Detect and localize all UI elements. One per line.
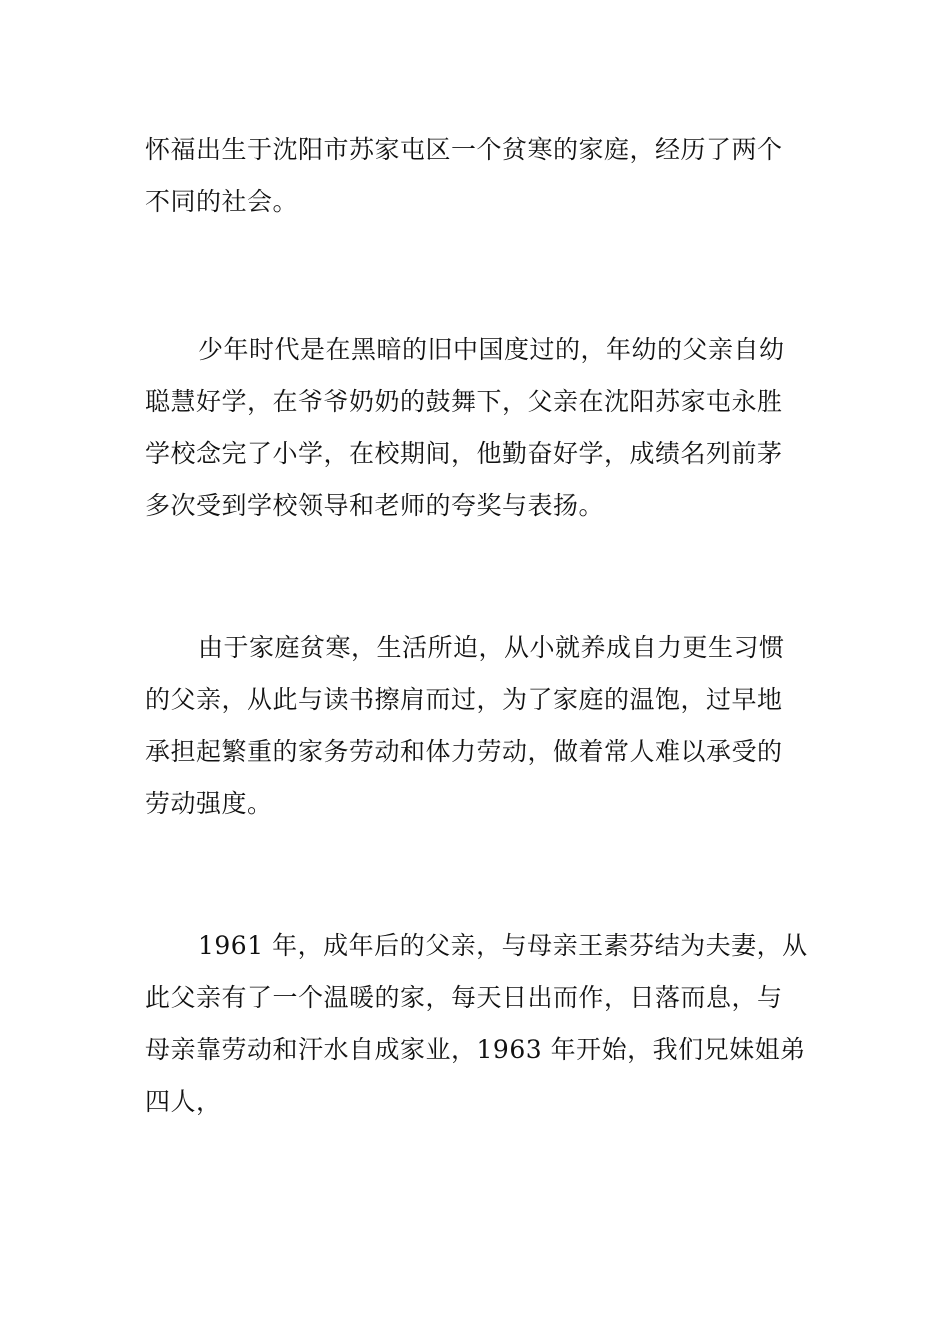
paragraph-line: 1961 年，成年后的父亲，与母亲王素芬结为夫妻，从	[198, 931, 808, 960]
paragraph-4	[145, 920, 810, 1128]
paragraph-line: 由于家庭贫寒，生活所迫，从小就养成自力更生习惯	[198, 633, 785, 662]
paragraph-line: 聪慧好学，在爷爷奶奶的鼓舞下，父亲在沈阳苏家屯永胜	[145, 387, 783, 416]
paragraph-line: 学校念完了小学，在校期间，他勤奋好学，成绩名列前茅	[145, 439, 783, 468]
paragraph-line: 多次受到学校领导和老师的夸奖与表扬。	[145, 491, 605, 520]
paragraph-1	[145, 124, 810, 228]
paragraph-line: 四人，	[145, 1087, 222, 1116]
paragraph-line: 不同的社会。	[145, 187, 299, 216]
paragraph-line: 少年时代是在黑暗的旧中国度过的，年幼的父亲自幼	[198, 335, 785, 364]
paragraph-3	[145, 622, 810, 830]
paragraph-2	[145, 324, 810, 532]
paragraph-line: 劳动强度。	[145, 789, 273, 818]
paragraph-line: 承担起繁重的家务劳动和体力劳动，做着常人难以承受的	[145, 737, 783, 766]
paragraph-line: 怀福出生于沈阳市苏家屯区一个贫寒的家庭，经历了两个	[145, 135, 783, 164]
paragraph-line: 的父亲，从此与读书擦肩而过，为了家庭的温饱，过早地	[145, 685, 783, 714]
paragraph-line: 此父亲有了一个温暖的家，每天日出而作，日落而息，与	[145, 983, 783, 1012]
paragraph-line: 母亲靠劳动和汗水自成家业，1963 年开始，我们兄妹姐弟	[145, 1035, 806, 1064]
